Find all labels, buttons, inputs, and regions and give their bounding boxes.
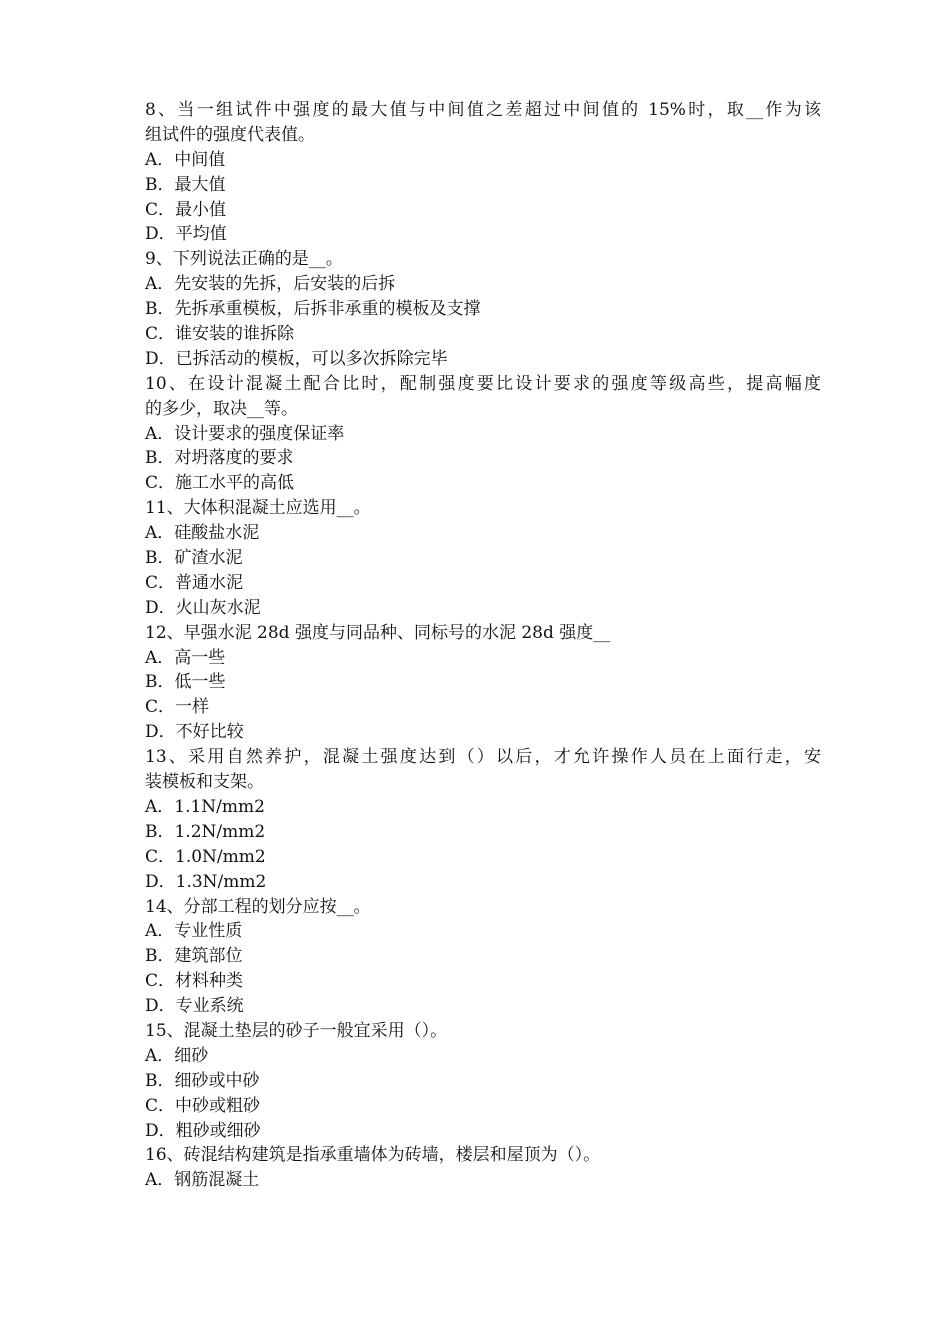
answer-option: D．已拆活动的模板，可以多次拆除完毕	[145, 348, 448, 369]
question-block	[145, 98, 821, 247]
question-text-line: 15、混凝土垫层的砂子一般宜采用（）。	[145, 1020, 448, 1041]
answer-option: B．先拆承重模板，后拆非承重的模板及支撑	[145, 299, 481, 320]
question-block	[145, 745, 821, 894]
question-text-line: 12、早强水泥 28d 强度与同品种、同标号的水泥 28d 强度__	[145, 622, 611, 643]
question-text-line: 13、采用自然养护，混凝土强度达到（）以后，才允许操作人员在上面行走，安	[145, 747, 821, 768]
question-block	[145, 372, 821, 496]
question-text-line: 的多少，取决__等。	[145, 398, 298, 419]
question-text-line: 10、在设计混凝土配合比时，配制强度要比设计要求的强度等级高些，提高幅度	[145, 373, 821, 394]
answer-option: B．最大值	[145, 174, 226, 195]
question-text-line: 9、下列说法正确的是__。	[145, 249, 343, 270]
question-text-line: 11、大体积混凝土应选用__。	[145, 498, 371, 519]
question-block	[145, 247, 821, 371]
answer-option: B．建筑部位	[145, 946, 243, 967]
answer-option: A．钢筋混凝土	[145, 1170, 260, 1191]
answer-option: A．先安装的先拆，后安装的后拆	[145, 274, 396, 295]
answer-option: D．粗砂或细砂	[145, 1120, 261, 1141]
question-block	[145, 1019, 821, 1143]
question-text-line: 16、砖混结构建筑是指承重墙体为砖墙，楼层和屋顶为（）。	[145, 1145, 601, 1166]
answer-option: A．专业性质	[145, 921, 243, 942]
answer-option: A．设计要求的强度保证率	[145, 423, 345, 444]
answer-option: C．材料种类	[145, 971, 244, 992]
answer-option: B．细砂或中砂	[145, 1070, 260, 1091]
answer-option: C．施工水平的高低	[145, 473, 295, 494]
question-text-line: 装模板和支架。	[145, 772, 264, 793]
question-text-line: 组试件的强度代表值。	[145, 124, 315, 145]
answer-option: B．对坍落度的要求	[145, 448, 294, 469]
answer-option: A．1.1N/mm2	[145, 796, 265, 817]
question-text-line: 8、当一组试件中强度的最大值与中间值之差超过中间值的 15%时，取__作为该	[145, 100, 821, 120]
question-block	[145, 1143, 821, 1193]
answer-option: D．不好比较	[145, 722, 244, 743]
answer-option: B．低一些	[145, 672, 226, 693]
answer-option: C．中砂或粗砂	[145, 1095, 261, 1116]
answer-option: C．最小值	[145, 199, 227, 220]
answer-option: A．细砂	[145, 1045, 209, 1066]
question-text-line: 14、分部工程的划分应按__。	[145, 896, 371, 917]
question-block	[145, 621, 821, 745]
answer-option: B．1.2N/mm2	[145, 821, 266, 842]
answer-option: C．谁安装的谁拆除	[145, 324, 295, 345]
document-page	[145, 98, 821, 1193]
answer-option: D．1.3N/mm2	[145, 871, 267, 892]
answer-option: D．火山灰水泥	[145, 597, 261, 618]
answer-option: A．高一些	[145, 647, 226, 668]
answer-option: D．平均值	[145, 224, 227, 245]
question-block	[145, 496, 821, 620]
answer-option: D．专业系统	[145, 996, 244, 1017]
question-block	[145, 895, 821, 1019]
answer-option: C．1.0N/mm2	[145, 846, 266, 867]
answer-option: A．中间值	[145, 149, 226, 170]
answer-option: C．普通水泥	[145, 572, 244, 593]
answer-option: A．硅酸盐水泥	[145, 523, 260, 544]
answer-option: C．一样	[145, 697, 210, 718]
answer-option: B．矿渣水泥	[145, 548, 243, 569]
